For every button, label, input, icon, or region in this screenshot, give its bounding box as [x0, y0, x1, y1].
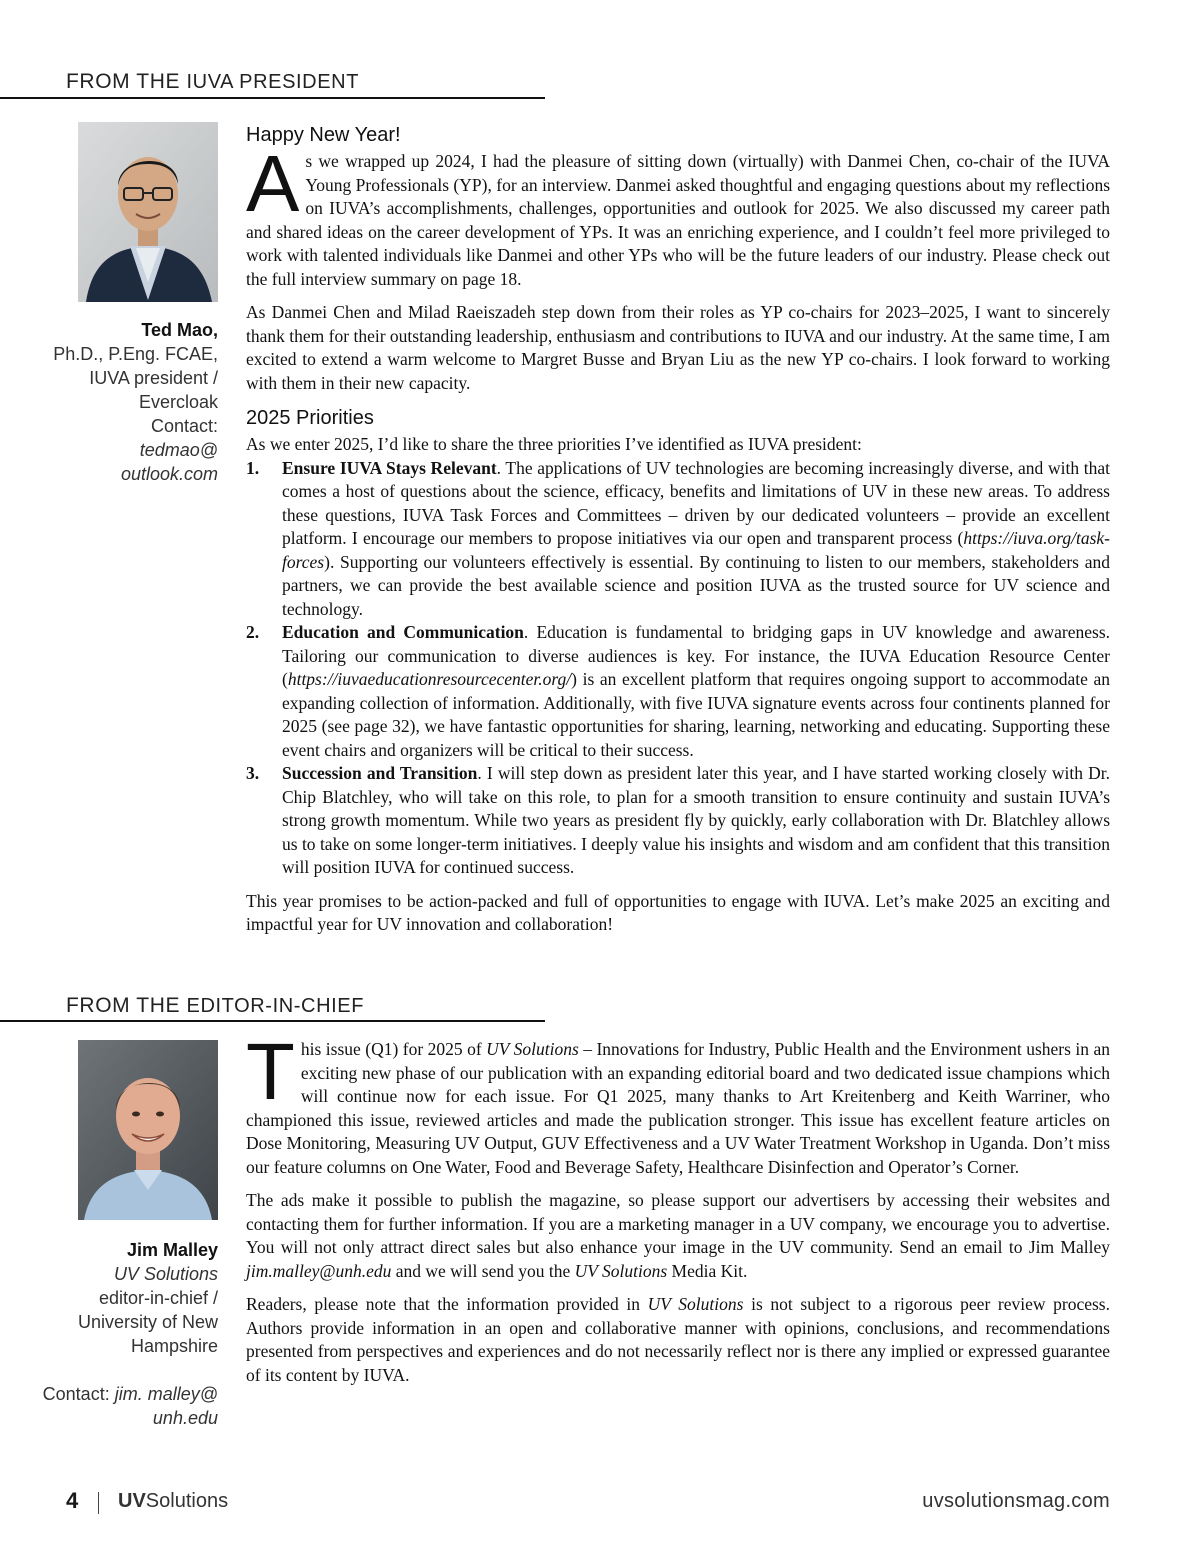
- publication-title: UV Solutions: [486, 1039, 579, 1059]
- publication-title: UV Solutions: [574, 1260, 668, 1281]
- president-contact-email[interactable]: tedmao@ outlook.com: [120, 440, 218, 484]
- president-role: IUVA president / Evercloak: [89, 368, 218, 412]
- editor-paragraph-1-cont: – Innovations for Industry, Public Health and the Environment ushers in an exciting new phase of our publication with an expanding editorial board and two dedicated issue champions which will continue now for each issue. For Q1 2025, many thanks to Art Kreitenberg and Keith Warriner, who championed this issue, reviewed articles and made the publication stronger. This issue has excellent feature articles on Dose Monitoring, Measuring UV Output, GUV Effectiveness and a UV Water Treatment Workshop in Uganda. Don’t miss our feature columns on One Water, Food and Beverage Safety, Healthcare Disinfection and Operator’s Corner.: [246, 1039, 1110, 1177]
- editor-paragraph-2-end: Media Kit.: [667, 1260, 748, 1281]
- editor-header-title: EDITOR-IN-CHIEF: [186, 995, 365, 1017]
- editor-dropcap: T: [246, 1027, 295, 1116]
- editor-paragraph-2-text: The ads make it possible to publish the magazine, so please support our advertisers by accessing their websites and contacting them for further information. If you are a marketing manager in a UV company, we encourage you to advertise. You will not only attract direct sales but also enhance your image in the UV community. Send an email to Jim Malley: [246, 1190, 1110, 1257]
- editor-paragraph-3-cont: is not subject to a rigorous peer review process. Authors provide information in an open and collaborative manner with opinions, conclusions, and recommendations presented from perspectives and experiences and do not necessarily reflect nor is there any implied or expressed guarantee of its content by IUVA.: [246, 1294, 1110, 1385]
- priority-item: [246, 762, 1110, 880]
- president-header-rule: [0, 97, 545, 99]
- brand-uv: UV: [118, 1490, 146, 1512]
- editor-article: [246, 1027, 1110, 1397]
- president-closing: This year promises to be action-packed and full of opportunities to engage with IUVA. Let’s make 2025 an exciting and impactful year for UV innovation and collaboration!: [246, 890, 1110, 934]
- priority-item: [246, 457, 1110, 622]
- education-resource-link[interactable]: https://iuvaeducationresourcecenter.org/: [287, 669, 572, 689]
- portrait-icon: [78, 1040, 218, 1220]
- footer-divider: [98, 1492, 99, 1514]
- priorities-heading: 2025 Priorities: [246, 407, 374, 429]
- president-sidebar: [40, 318, 218, 486]
- editor-paragraph-3: [246, 1293, 1110, 1387]
- page-number: 4: [66, 1488, 79, 1513]
- editor-paragraph-1-text: his issue (Q1) for 2025 of: [300, 1039, 487, 1059]
- president-contact-label: Contact:: [150, 416, 218, 436]
- footer-website[interactable]: uvsolutionsmag.com: [922, 1490, 1110, 1512]
- priority-text: . The applications of UV technologies are becoming increasingly diverse, and with that comes a host of questions about the science, efficacy, benefits and limitations of UV in these new areas. To address these questions, IUVA Task Forces and Committees – driven by our dedicated volunteers – provide an excellent platform. I encourage our members to propose initiatives via our open and transparent process (: [282, 457, 1110, 548]
- jim-malley-photo: [78, 1040, 218, 1220]
- editor-paragraph-2-cont: and we will send you the: [391, 1260, 575, 1281]
- editor-sidebar: [40, 1238, 218, 1430]
- priority-title: Succession and Transition: [282, 763, 478, 783]
- priority-item: [246, 621, 1110, 762]
- portrait-icon: [78, 122, 218, 302]
- priority-number: 2.: [246, 622, 260, 642]
- priorities-intro: As we enter 2025, I’d like to share the three priorities I’ve identified as IUVA president:: [246, 434, 862, 454]
- priority-number: 3.: [246, 763, 260, 783]
- priority-number: 1.: [246, 457, 260, 478]
- editor-header-rule: [0, 1020, 545, 1022]
- editor-email-link[interactable]: jim.malley@unh.edu: [246, 1260, 392, 1281]
- editor-publication: UV Solutions: [113, 1264, 218, 1284]
- president-credentials: Ph.D., P.Eng. FCAE,: [53, 344, 218, 364]
- editor-paragraph-2: [246, 1189, 1110, 1283]
- editor-contact-email[interactable]: jim. malley@ unh.edu: [114, 1384, 218, 1428]
- president-paragraph-2: As Danmei Chen and Milad Raeiszadeh step down from their roles as YP co-chairs for 2023–2025, I want to sincerely thank them for their outstanding leadership, enthusiasm and contributions to IUVA and our industry. At the same time, I am excited to extend a warm welcome to Margret Busse and Bryan Liu as the new YP co-chairs. I look forward to working with them in their new capacity.: [246, 302, 1110, 393]
- editor-role: editor-in-chief / University of New Hampshire: [77, 1288, 218, 1356]
- president-header-prefix: FROM THE: [66, 70, 181, 93]
- president-paragraph-1: [246, 139, 1110, 291]
- president-paragraph-1-text: s we wrapped up 2024, I had the pleasure of sitting down (virtually) with Danmei Chen, co-chair of the IUVA Young Professionals (YP), for an interview. Danmei asked thoughtful and engaging questions about my reflections on IUVA’s accomplishments, challenges, opportunities and outlook for 2025. We also discussed my career path and shared ideas on the career development of YPs. It was an enriching experience, and I couldn’t feel more privileged to work with talented individuals like Danmei and other YPs who will be the future leaders of our industry. Please check out the full interview summary on page 18.: [246, 151, 1110, 289]
- president-article-title: Happy New Year!: [246, 124, 401, 146]
- ted-mao-photo: [78, 122, 218, 302]
- priorities-list: [246, 457, 1110, 880]
- task-forces-link[interactable]: https://iuva.org/task-forces: [282, 528, 1110, 572]
- priority-title: Ensure IUVA Stays Relevant: [282, 457, 497, 478]
- publication-title: UV Solutions: [647, 1294, 744, 1314]
- president-dropcap: A: [246, 139, 300, 228]
- priority-text: . Education is fundamental to bridging gaps in UV knowledge and awareness. Tailoring our communication to diverse audiences is key. For instance, the IUVA Education Resource Center (: [282, 622, 1110, 689]
- brand-solutions: Solutions: [145, 1490, 229, 1512]
- president-section-header: [66, 70, 359, 94]
- editor-paragraph-1: [246, 1027, 1110, 1179]
- editor-name: Jim Malley: [126, 1240, 218, 1260]
- priority-text-cont: ). Supporting our volunteers effectively is essential. By continuing to listen to our members, stakeholders and partners, we can provide the best available science and position IUVA as the trusted source for UV science and technology.: [282, 551, 1110, 619]
- editor-header-prefix: FROM THE: [66, 994, 181, 1017]
- footer-brand: [118, 1490, 228, 1513]
- editor-section-header: [66, 994, 364, 1018]
- president-article: [246, 122, 1110, 947]
- editor-paragraph-3-text: Readers, please note that the information provided in: [246, 1294, 648, 1314]
- president-header-title: IUVA PRESIDENT: [186, 71, 360, 93]
- priority-title: Education and Communication: [282, 622, 524, 642]
- priority-text: . I will step down as president later this year, and I have started working closely with Dr. Chip Blatchley, who will take on this role, to plan for a smooth transition to ensure continuity and sustain IUVA’s strong growth momentum. While two years as president fly by quickly, early collaboration with Dr. Blatchley allows us to take on some longer-term initiatives. I deeply value his insights and wisdom and am confident that this transition will position IUVA for continued success.: [282, 763, 1110, 877]
- editor-contact-label: Contact:: [42, 1384, 110, 1404]
- page-footer: [66, 1488, 1110, 1518]
- priority-text-cont: ) is an excellent platform that requires ongoing support to accommodate an expanding collection of information. Additionally, with five IUVA signature events across four continents planned for 2025 (see page 32), we have fantastic opportunities for sharing, learning, networking and educating. Supporting these event chairs and organizers will be critical to their success.: [282, 669, 1110, 760]
- president-name: Ted Mao,: [141, 320, 218, 340]
